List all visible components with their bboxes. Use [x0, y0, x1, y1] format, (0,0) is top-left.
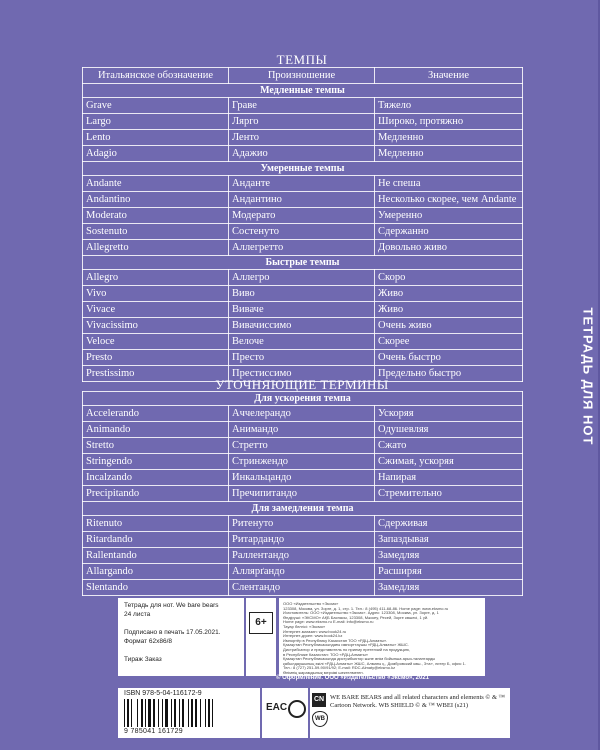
barcode-bars [124, 699, 234, 727]
meaning: Замедляя [375, 580, 523, 596]
wb-shield-logo-icon: WB [312, 711, 328, 727]
italian-term: Lento [83, 130, 229, 146]
group-row [83, 162, 523, 176]
table-row [83, 98, 523, 114]
italian-term: Allegretto [83, 240, 229, 256]
publisher-line: Өндіруші: «ЭКСМО» АҚБ Баспасы, 123308, Мәскеу, Ресей, Зорге көшесі, 1 үй. [283, 614, 429, 620]
italian-term: Animando [83, 422, 229, 438]
barcode-bar [148, 699, 151, 727]
barcode-bar [124, 699, 125, 727]
table-row [83, 564, 523, 580]
table-row [83, 516, 523, 532]
italian-term: Ritenuto [83, 516, 229, 532]
copyright-line: © Оформление. ООО «Издательство «Эксмо», 2021 [276, 675, 430, 681]
italian-term: Vivace [83, 302, 229, 318]
barcode-bar [153, 699, 155, 727]
barcode-bar [162, 699, 163, 727]
barcode-bar [171, 699, 172, 727]
group-title: Быстрые темпы [83, 256, 523, 270]
publisher-line: Изготовитель: ООО «Издательство «Эксмо». Адрес: 123308, Москва, ул. Зорге, д. 1 [283, 610, 439, 616]
italian-term: Moderato [83, 208, 229, 224]
table-row [83, 270, 523, 286]
table-row [83, 208, 523, 224]
table-row [83, 192, 523, 208]
italian-term: Slentando [83, 580, 229, 596]
meaning: Довольно живо [375, 240, 523, 256]
group-title: Медленные темпы [83, 84, 523, 98]
pronunciation: Аллегретто [229, 240, 375, 256]
header-meaning: Значение [375, 68, 523, 84]
cartoon-network-logo-icon: CN [312, 693, 326, 707]
meaning: Живо [375, 286, 523, 302]
barcode-bar [131, 699, 132, 727]
barcode-bar [165, 699, 168, 727]
italian-term: Vivo [83, 286, 229, 302]
age-rating: 6+ [249, 612, 273, 634]
header-italian: Итальянское обозначение [83, 68, 229, 84]
meaning: Очень живо [375, 318, 523, 334]
pronunciation: Стретто [229, 438, 375, 454]
pronunciation: Пречипитандо [229, 486, 375, 502]
table-row [83, 334, 523, 350]
italian-term: Vivacissimo [83, 318, 229, 334]
meaning: Расширяя [375, 564, 523, 580]
table-row [83, 318, 523, 334]
meaning: Запаздывая [375, 532, 523, 548]
eco-mark-icon [288, 700, 306, 718]
meaning: Медленно [375, 146, 523, 162]
terms-title: УТОЧНЯЮЩИЕ ТЕРМИНЫ [215, 377, 389, 392]
italian-term: Adagio [83, 146, 229, 162]
barcode-bar [195, 699, 197, 727]
meaning: Тяжело [375, 98, 523, 114]
barcode-bar [179, 699, 180, 727]
meaning: Одушевляя [375, 422, 523, 438]
imprint-line: Тираж Заказ [124, 656, 162, 663]
imprint-line: Подписано в печать 17.05.2021. [124, 629, 221, 636]
table-row [83, 454, 523, 470]
tempos-header-row [83, 68, 523, 84]
meaning: Не спеша [375, 176, 523, 192]
table-row [83, 486, 523, 502]
publisher-line: Өнімнің жарамдылық мерзімі шектелмеген. [283, 670, 364, 675]
italian-term: Rallentando [83, 548, 229, 564]
pronunciation: Аллярґандо [229, 564, 375, 580]
group-title: Для замедления темпа [83, 502, 523, 516]
pronunciation: Модерато [229, 208, 375, 224]
publisher-line: Home page: www.eksmo.ru E-mail: info@eksmo.ru [283, 619, 374, 625]
italian-term: Presto [83, 350, 229, 366]
publisher-line: Тел.: 8 (727) 251-59-90/91/92; E-mail: RDC-Almaty@eksmo.kz [283, 665, 396, 671]
italian-term: Grave [83, 98, 229, 114]
pronunciation: Аллегро [229, 270, 375, 286]
table-row [83, 580, 523, 596]
pronunciation: Слентандо [229, 580, 375, 596]
table-row [83, 438, 523, 454]
legal-text: WE BARE BEARS and all related characters and elements © & ™ Cartoon Network. WB SHIELD © & ™ WBEI (s21) [330, 694, 506, 709]
barcode-bar [145, 699, 146, 727]
barcode-bar [200, 699, 201, 727]
publisher-line: қабылдаушының өкілі «РДЦ-Алматы» ЖШС, Алматы қ., Домбровский көш., 3«а», литер Б, офис 1. [283, 660, 466, 666]
pronunciation: Инкальцандо [229, 470, 375, 486]
barcode-bar [182, 699, 184, 727]
pronunciation: Андантe [229, 176, 375, 192]
italian-term: Allargando [83, 564, 229, 580]
meaning: Медленно [375, 130, 523, 146]
pronunciation: Андантино [229, 192, 375, 208]
eac-mark-icon: EAC [266, 702, 288, 713]
pronunciation: Ритардандо [229, 532, 375, 548]
meaning: Скоро [375, 270, 523, 286]
publisher-line: ООО «Издательство «Эксмо» [283, 601, 339, 606]
pronunciation: Аччелерандо [229, 406, 375, 422]
publisher-line: Қазақстан Республикасындағы импорттаушы «РДЦ-Алматы» ЖШС. [283, 642, 409, 648]
table-row [83, 146, 523, 162]
publisher-line: Интернет-дүкен: www.book24.kz [283, 633, 343, 639]
legal-box [310, 688, 510, 738]
meaning: Широко, протяжно [375, 114, 523, 130]
terms-table [82, 391, 523, 596]
meaning: Напирая [375, 470, 523, 486]
italian-term: Veloce [83, 334, 229, 350]
meaning: Сжато [375, 438, 523, 454]
meaning: Стремительно [375, 486, 523, 502]
tempos-table [82, 67, 523, 382]
meaning: Живо [375, 302, 523, 318]
italian-term: Accelerando [83, 406, 229, 422]
publisher-line: Импортёр в Республику Казахстан ТОО «РДЦ-Алматы». [283, 637, 388, 643]
barcode-bar [174, 699, 176, 727]
table-row [83, 176, 523, 192]
publisher-line: 123308, Москва, ул. Зорге, д. 1, стр. 1. Тел.: 8 (495) 411-68-86. Home page: www.eksmo.ru [283, 605, 449, 611]
group-row [83, 502, 523, 516]
barcode-bar [205, 699, 206, 727]
meaning: Предельно быстро [375, 366, 523, 382]
publisher-line: Дистрибьютор и представитель по приему претензий на продукцию, [283, 647, 411, 652]
group-row [83, 256, 523, 270]
imprint-line: 24 листа [124, 611, 151, 618]
italian-term: Ritardando [83, 532, 229, 548]
italian-term: Sostenuto [83, 224, 229, 240]
pronunciation: Виво [229, 286, 375, 302]
table-row [83, 422, 523, 438]
barcode-bar [137, 699, 138, 727]
barcode-bar [127, 699, 129, 727]
meaning: Сдерживая [375, 516, 523, 532]
group-title: Для ускорения темпа [83, 392, 523, 406]
tempos-title: ТЕМПЫ [276, 52, 328, 67]
table-row [83, 406, 523, 422]
imprint-info-box [118, 598, 244, 676]
italian-term: Incalzando [83, 470, 229, 486]
pronunciation: Ритенуто [229, 516, 375, 532]
pronunciation: Раллентандо [229, 548, 375, 564]
italian-term: Andante [83, 176, 229, 192]
barcode-bar [141, 699, 143, 727]
barcode-bar [212, 699, 213, 727]
table-row [83, 302, 523, 318]
table-row [83, 240, 523, 256]
italian-term: Andantino [83, 192, 229, 208]
publisher-line: в Республике Казахстан: ТОО «РДЦ-Алматы» [283, 651, 368, 657]
meaning: Несколько скорее, чем Andante [375, 192, 523, 208]
pronunciation: Виваче [229, 302, 375, 318]
pronunciation: Граве [229, 98, 375, 114]
pronunciation: Престо [229, 350, 375, 366]
barcode-box [118, 688, 260, 738]
pronunciation: Престиссимо [229, 366, 375, 382]
meaning: Сдержанно [375, 224, 523, 240]
age-rating-box [246, 598, 276, 676]
table-row [83, 114, 523, 130]
meaning: Замедляя [375, 548, 523, 564]
meaning: Сжимая, ускоряя [375, 454, 523, 470]
barcode-bar [158, 699, 159, 727]
barcode-bar [191, 699, 193, 727]
italian-term: Largo [83, 114, 229, 130]
table-row [83, 286, 523, 302]
spine-title [578, 300, 598, 446]
table-row [83, 224, 523, 240]
barcode-bar [208, 699, 210, 727]
pronunciation: Анимандо [229, 422, 375, 438]
meaning: Очень быстро [375, 350, 523, 366]
imprint-line: Тетрадь для нот. We bare bears [124, 602, 219, 609]
publisher-line: Қазақстан Республикасында дистрибьютор және өнім бойынша арыз-талаптарды [283, 656, 436, 662]
group-row [83, 84, 523, 98]
meaning: Скорее [375, 334, 523, 350]
publisher-line: Тауар белгісі: «Эксмо» [283, 624, 326, 629]
table-row [83, 470, 523, 486]
pronunciation: Стринжендо [229, 454, 375, 470]
isbn: ISBN 978-5-04-116172-9 [124, 690, 202, 697]
pronunciation: Состенуто [229, 224, 375, 240]
meaning: Умеренно [375, 208, 523, 224]
pronunciation: Вивачиссимо [229, 318, 375, 334]
group-row [83, 392, 523, 406]
table-row [83, 532, 523, 548]
italian-term: Stretto [83, 438, 229, 454]
header-pronunciation: Произношение [229, 68, 375, 84]
pronunciation: Лярго [229, 114, 375, 130]
italian-term: Allegro [83, 270, 229, 286]
pronunciation: Ленто [229, 130, 375, 146]
imprint-line: Формат 62х86/8 [124, 638, 173, 645]
pronunciation: Велоче [229, 334, 375, 350]
italian-term: Precipitando [83, 486, 229, 502]
publisher-line: Интернет-магазин: www.book24.ru [283, 628, 347, 634]
publisher-info-box [279, 598, 485, 676]
table-row [83, 548, 523, 564]
meaning: Ускоряя [375, 406, 523, 422]
barcode-bar [188, 699, 189, 727]
table-row [83, 350, 523, 366]
barcode-number: 9 785041 161729 [124, 728, 183, 735]
pronunciation: Адажио [229, 146, 375, 162]
group-title: Умеренные темпы [83, 162, 523, 176]
spine-title-text: ТЕТРАДЬ ДЛЯ НОТ [580, 307, 596, 446]
italian-term: Prestissimo [83, 366, 229, 382]
certification-marks [262, 688, 308, 738]
table-row [83, 130, 523, 146]
italian-term: Stringendo [83, 454, 229, 470]
